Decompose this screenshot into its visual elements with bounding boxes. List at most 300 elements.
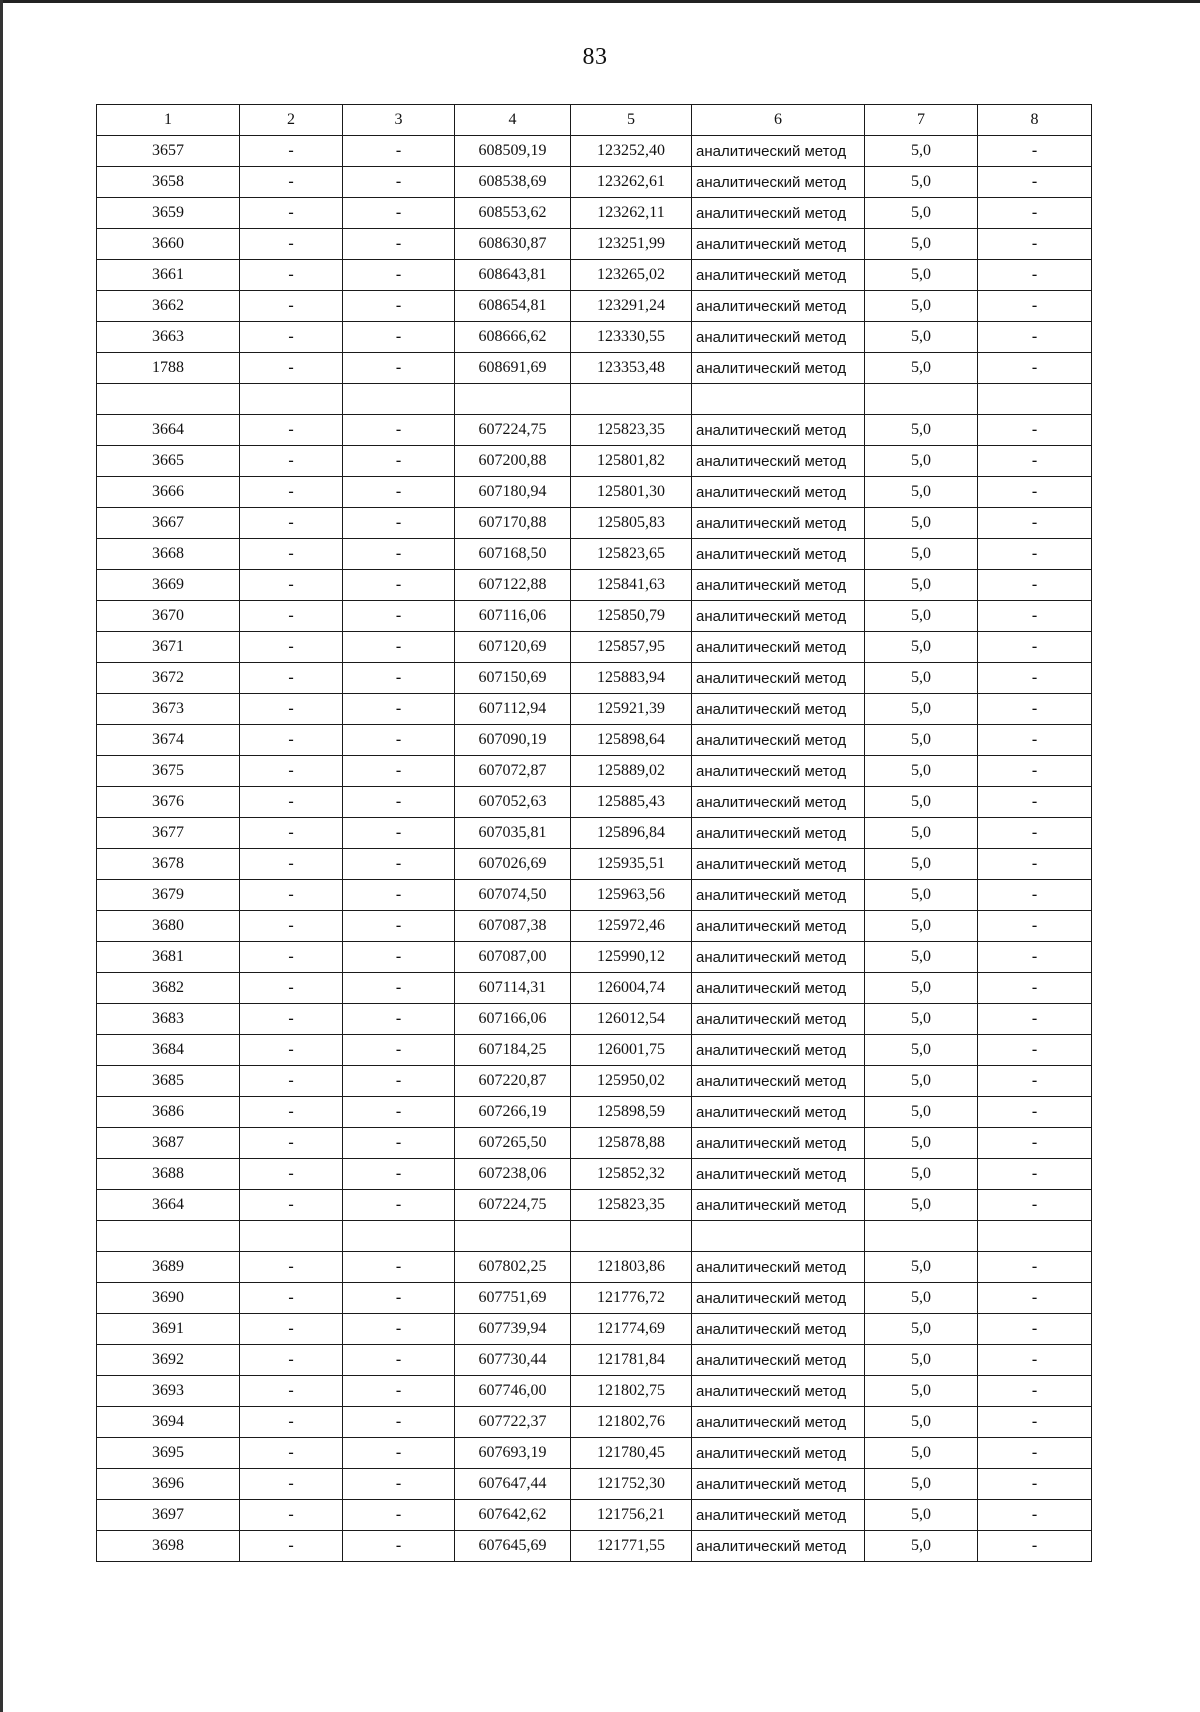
cell-coord-x: 607074,50	[455, 880, 571, 911]
table-row	[97, 446, 1092, 477]
cell-col-8: -	[978, 136, 1092, 167]
cell-point-number: 3689	[97, 1252, 240, 1283]
cell-point-number: 3686	[97, 1097, 240, 1128]
left-border-line	[0, 0, 3, 1712]
cell-coord-x: 607052,63	[455, 787, 571, 818]
cell-col-2: -	[240, 1190, 343, 1221]
page-number: 83	[582, 44, 608, 70]
cell-method: аналитический метод	[692, 818, 865, 849]
header-cell-7: 7	[865, 105, 978, 136]
cell-method	[692, 384, 865, 415]
cell-col-3: -	[343, 911, 455, 942]
cell-col-8: -	[978, 539, 1092, 570]
cell-point-number: 3688	[97, 1159, 240, 1190]
cell-method: аналитический метод	[692, 229, 865, 260]
table-row	[97, 1066, 1092, 1097]
cell-coord-y: 125850,79	[571, 601, 692, 632]
cell-col-3: -	[343, 1159, 455, 1190]
cell-col-3: -	[343, 1004, 455, 1035]
cell-coord-x: 608553,62	[455, 198, 571, 229]
cell-col-2: -	[240, 1531, 343, 1562]
cell-method: аналитический метод	[692, 1407, 865, 1438]
cell-coord-x: 608509,19	[455, 136, 571, 167]
table-row	[97, 322, 1092, 353]
cell-coord-y: 125935,51	[571, 849, 692, 880]
cell-method: аналитический метод	[692, 446, 865, 477]
cell-accuracy	[865, 384, 978, 415]
cell-method: аналитический метод	[692, 1035, 865, 1066]
cell-method: аналитический метод	[692, 539, 865, 570]
cell-coord-x: 607220,87	[455, 1066, 571, 1097]
cell-coord-y: 123262,11	[571, 198, 692, 229]
cell-col-8: -	[978, 601, 1092, 632]
cell-col-2: -	[240, 1035, 343, 1066]
cell-accuracy: 5,0	[865, 1469, 978, 1500]
cell-col-8: -	[978, 1066, 1092, 1097]
cell-col-3: -	[343, 1066, 455, 1097]
cell-accuracy: 5,0	[865, 694, 978, 725]
cell-method: аналитический метод	[692, 694, 865, 725]
cell-col-8	[978, 384, 1092, 415]
cell-coord-x: 607166,06	[455, 1004, 571, 1035]
cell-coord-x: 607072,87	[455, 756, 571, 787]
cell-col-2	[240, 384, 343, 415]
cell-col-8: -	[978, 942, 1092, 973]
cell-coord-x: 607802,25	[455, 1252, 571, 1283]
cell-accuracy: 5,0	[865, 849, 978, 880]
table-separator-row	[97, 1221, 1092, 1252]
cell-col-8: -	[978, 694, 1092, 725]
cell-coord-x: 607035,81	[455, 818, 571, 849]
cell-accuracy: 5,0	[865, 1314, 978, 1345]
cell-col-2: -	[240, 1283, 343, 1314]
cell-coord-x: 607200,88	[455, 446, 571, 477]
cell-col-8: -	[978, 167, 1092, 198]
cell-accuracy: 5,0	[865, 818, 978, 849]
cell-col-3: -	[343, 198, 455, 229]
cell-col-3: -	[343, 880, 455, 911]
cell-coord-x: 607026,69	[455, 849, 571, 880]
cell-point-number: 3671	[97, 632, 240, 663]
cell-accuracy: 5,0	[865, 1252, 978, 1283]
header-cell-6: 6	[692, 105, 865, 136]
cell-coord-y: 125898,59	[571, 1097, 692, 1128]
cell-col-8	[978, 1221, 1092, 1252]
table-row	[97, 849, 1092, 880]
cell-col-8: -	[978, 725, 1092, 756]
cell-coord-y: 123251,99	[571, 229, 692, 260]
cell-coord-x: 607170,88	[455, 508, 571, 539]
cell-col-8: -	[978, 1128, 1092, 1159]
cell-accuracy: 5,0	[865, 1376, 978, 1407]
cell-coord-y: 125823,35	[571, 1190, 692, 1221]
cell-method: аналитический метод	[692, 1531, 865, 1562]
cell-col-3: -	[343, 570, 455, 601]
cell-col-8: -	[978, 632, 1092, 663]
cell-col-2: -	[240, 756, 343, 787]
table-row	[97, 663, 1092, 694]
cell-col-2: -	[240, 508, 343, 539]
cell-coord-x: 608691,69	[455, 353, 571, 384]
cell-point-number: 3665	[97, 446, 240, 477]
cell-col-2: -	[240, 1066, 343, 1097]
cell-col-2: -	[240, 477, 343, 508]
cell-coord-y: 125801,30	[571, 477, 692, 508]
cell-method: аналитический метод	[692, 1128, 865, 1159]
cell-method: аналитический метод	[692, 1190, 865, 1221]
top-border-line	[0, 0, 1200, 3]
cell-col-8: -	[978, 973, 1092, 1004]
cell-accuracy: 5,0	[865, 570, 978, 601]
cell-col-3: -	[343, 508, 455, 539]
cell-col-3: -	[343, 663, 455, 694]
cell-method: аналитический метод	[692, 1066, 865, 1097]
cell-method: аналитический метод	[692, 973, 865, 1004]
cell-col-3: -	[343, 787, 455, 818]
table-row	[97, 756, 1092, 787]
cell-method: аналитический метод	[692, 508, 865, 539]
table-row	[97, 1407, 1092, 1438]
cell-method: аналитический метод	[692, 167, 865, 198]
cell-col-2: -	[240, 1252, 343, 1283]
cell-col-3: -	[343, 1097, 455, 1128]
cell-coord-x: 607730,44	[455, 1345, 571, 1376]
cell-point-number: 3683	[97, 1004, 240, 1035]
cell-col-2: -	[240, 167, 343, 198]
cell-col-2: -	[240, 942, 343, 973]
cell-col-3: -	[343, 725, 455, 756]
cell-col-8: -	[978, 756, 1092, 787]
cell-col-3: -	[343, 539, 455, 570]
cell-method: аналитический метод	[692, 1314, 865, 1345]
cell-col-8: -	[978, 1004, 1092, 1035]
cell-col-2: -	[240, 1407, 343, 1438]
cell-method: аналитический метод	[692, 415, 865, 446]
table-row	[97, 694, 1092, 725]
cell-point-number	[97, 1221, 240, 1252]
cell-col-8: -	[978, 477, 1092, 508]
cell-coord-y: 125963,56	[571, 880, 692, 911]
cell-accuracy: 5,0	[865, 632, 978, 663]
cell-coord-x: 607087,38	[455, 911, 571, 942]
cell-coord-x: 607693,19	[455, 1438, 571, 1469]
cell-col-3: -	[343, 1035, 455, 1066]
cell-coord-y: 123262,61	[571, 167, 692, 198]
cell-method: аналитический метод	[692, 1097, 865, 1128]
cell-coord-x: 607647,44	[455, 1469, 571, 1500]
cell-accuracy: 5,0	[865, 322, 978, 353]
cell-col-8: -	[978, 229, 1092, 260]
table-row	[97, 477, 1092, 508]
cell-point-number: 3664	[97, 1190, 240, 1221]
cell-accuracy: 5,0	[865, 1407, 978, 1438]
cell-point-number: 3685	[97, 1066, 240, 1097]
table-row	[97, 1376, 1092, 1407]
cell-accuracy: 5,0	[865, 1345, 978, 1376]
table-row	[97, 787, 1092, 818]
cell-point-number: 1788	[97, 353, 240, 384]
cell-col-8: -	[978, 1469, 1092, 1500]
cell-coord-x	[455, 1221, 571, 1252]
cell-col-3: -	[343, 632, 455, 663]
cell-coord-x: 608538,69	[455, 167, 571, 198]
cell-col-8: -	[978, 1283, 1092, 1314]
cell-col-2: -	[240, 787, 343, 818]
cell-method: аналитический метод	[692, 756, 865, 787]
cell-point-number: 3682	[97, 973, 240, 1004]
cell-coord-x: 607180,94	[455, 477, 571, 508]
table-row	[97, 818, 1092, 849]
cell-point-number: 3668	[97, 539, 240, 570]
cell-point-number: 3679	[97, 880, 240, 911]
cell-method: аналитический метод	[692, 1438, 865, 1469]
cell-col-2: -	[240, 1004, 343, 1035]
cell-method: аналитический метод	[692, 353, 865, 384]
cell-accuracy: 5,0	[865, 1097, 978, 1128]
cell-coord-y: 125852,32	[571, 1159, 692, 1190]
cell-coord-x: 607265,50	[455, 1128, 571, 1159]
cell-col-2: -	[240, 849, 343, 880]
cell-accuracy: 5,0	[865, 787, 978, 818]
cell-method: аналитический метод	[692, 1376, 865, 1407]
cell-accuracy: 5,0	[865, 291, 978, 322]
cell-accuracy: 5,0	[865, 136, 978, 167]
cell-col-8: -	[978, 1252, 1092, 1283]
cell-col-2: -	[240, 1097, 343, 1128]
cell-method: аналитический метод	[692, 291, 865, 322]
cell-col-8: -	[978, 911, 1092, 942]
cell-coord-x: 607168,50	[455, 539, 571, 570]
cell-col-2	[240, 1221, 343, 1252]
cell-col-2: -	[240, 632, 343, 663]
cell-col-8: -	[978, 291, 1092, 322]
cell-col-2: -	[240, 539, 343, 570]
cell-col-2: -	[240, 136, 343, 167]
cell-col-8: -	[978, 1035, 1092, 1066]
header-cell-1: 1	[97, 105, 240, 136]
cell-coord-x: 607120,69	[455, 632, 571, 663]
table-header-row	[97, 105, 1092, 136]
cell-col-2: -	[240, 1500, 343, 1531]
cell-method: аналитический метод	[692, 601, 865, 632]
cell-coord-y: 125805,83	[571, 508, 692, 539]
cell-method: аналитический метод	[692, 322, 865, 353]
cell-coord-x: 608643,81	[455, 260, 571, 291]
cell-accuracy: 5,0	[865, 1283, 978, 1314]
cell-coord-y: 125801,82	[571, 446, 692, 477]
table-row	[97, 570, 1092, 601]
cell-col-3: -	[343, 1314, 455, 1345]
table-row	[97, 136, 1092, 167]
cell-coord-y: 125883,94	[571, 663, 692, 694]
cell-col-3: -	[343, 1500, 455, 1531]
cell-col-3: -	[343, 1283, 455, 1314]
cell-col-2: -	[240, 1159, 343, 1190]
cell-coord-y: 121752,30	[571, 1469, 692, 1500]
cell-point-number: 3662	[97, 291, 240, 322]
cell-accuracy: 5,0	[865, 1438, 978, 1469]
cell-coord-x	[455, 384, 571, 415]
cell-coord-y: 121802,75	[571, 1376, 692, 1407]
cell-col-8: -	[978, 880, 1092, 911]
cell-point-number: 3658	[97, 167, 240, 198]
cell-point-number: 3672	[97, 663, 240, 694]
cell-accuracy: 5,0	[865, 880, 978, 911]
cell-coord-x: 608654,81	[455, 291, 571, 322]
cell-accuracy: 5,0	[865, 508, 978, 539]
cell-coord-x: 607722,37	[455, 1407, 571, 1438]
cell-coord-y: 125950,02	[571, 1066, 692, 1097]
cell-col-2: -	[240, 973, 343, 1004]
cell-point-number: 3677	[97, 818, 240, 849]
cell-coord-y	[571, 384, 692, 415]
table-row	[97, 1252, 1092, 1283]
cell-point-number: 3695	[97, 1438, 240, 1469]
table-row	[97, 229, 1092, 260]
cell-accuracy: 5,0	[865, 756, 978, 787]
cell-col-3: -	[343, 1252, 455, 1283]
cell-col-8: -	[978, 1159, 1092, 1190]
cell-method: аналитический метод	[692, 1004, 865, 1035]
cell-col-8: -	[978, 198, 1092, 229]
cell-method: аналитический метод	[692, 1345, 865, 1376]
cell-col-8: -	[978, 1500, 1092, 1531]
cell-col-3: -	[343, 136, 455, 167]
cell-col-3	[343, 384, 455, 415]
cell-col-3: -	[343, 1469, 455, 1500]
cell-col-3: -	[343, 1190, 455, 1221]
cell-method: аналитический метод	[692, 1252, 865, 1283]
cell-coord-x: 607114,31	[455, 973, 571, 1004]
cell-point-number: 3667	[97, 508, 240, 539]
cell-point-number: 3674	[97, 725, 240, 756]
cell-point-number: 3687	[97, 1128, 240, 1159]
cell-accuracy: 5,0	[865, 1128, 978, 1159]
cell-col-2: -	[240, 1376, 343, 1407]
cell-accuracy: 5,0	[865, 1004, 978, 1035]
cell-coord-x: 607150,69	[455, 663, 571, 694]
cell-col-3: -	[343, 167, 455, 198]
cell-point-number: 3659	[97, 198, 240, 229]
cell-accuracy: 5,0	[865, 663, 978, 694]
cell-coord-x: 608630,87	[455, 229, 571, 260]
cell-coord-y: 125990,12	[571, 942, 692, 973]
cell-col-2: -	[240, 229, 343, 260]
cell-coord-y: 121803,86	[571, 1252, 692, 1283]
cell-coord-x: 607112,94	[455, 694, 571, 725]
cell-col-8: -	[978, 1376, 1092, 1407]
table-row	[97, 1035, 1092, 1066]
cell-accuracy: 5,0	[865, 725, 978, 756]
table-row	[97, 1097, 1092, 1128]
table-row	[97, 260, 1092, 291]
header-cell-3: 3	[343, 105, 455, 136]
cell-point-number: 3663	[97, 322, 240, 353]
cell-col-2: -	[240, 1345, 343, 1376]
cell-col-8: -	[978, 818, 1092, 849]
header-cell-4: 4	[455, 105, 571, 136]
table-row	[97, 1438, 1092, 1469]
cell-method	[692, 1221, 865, 1252]
cell-point-number: 3681	[97, 942, 240, 973]
cell-point-number: 3670	[97, 601, 240, 632]
cell-col-8: -	[978, 570, 1092, 601]
cell-col-3: -	[343, 1376, 455, 1407]
cell-point-number	[97, 384, 240, 415]
cell-coord-y: 121781,84	[571, 1345, 692, 1376]
cell-point-number: 3694	[97, 1407, 240, 1438]
cell-coord-x: 607087,00	[455, 942, 571, 973]
table-row	[97, 1500, 1092, 1531]
table-row	[97, 539, 1092, 570]
cell-coord-y: 125878,88	[571, 1128, 692, 1159]
cell-col-3: -	[343, 1407, 455, 1438]
table-row	[97, 1314, 1092, 1345]
table-row	[97, 1128, 1092, 1159]
cell-point-number: 3680	[97, 911, 240, 942]
cell-col-8: -	[978, 787, 1092, 818]
cell-point-number: 3676	[97, 787, 240, 818]
cell-method: аналитический метод	[692, 570, 865, 601]
cell-point-number: 3675	[97, 756, 240, 787]
cell-coord-y: 125857,95	[571, 632, 692, 663]
header-cell-5: 5	[571, 105, 692, 136]
cell-col-3: -	[343, 477, 455, 508]
cell-col-3: -	[343, 694, 455, 725]
table-row	[97, 198, 1092, 229]
cell-coord-x: 607116,06	[455, 601, 571, 632]
cell-coord-y: 123252,40	[571, 136, 692, 167]
cell-col-3: -	[343, 818, 455, 849]
cell-coord-x: 607739,94	[455, 1314, 571, 1345]
cell-accuracy: 5,0	[865, 1035, 978, 1066]
table-row	[97, 1159, 1092, 1190]
header-cell-8: 8	[978, 105, 1092, 136]
cell-col-3: -	[343, 973, 455, 1004]
cell-col-3: -	[343, 353, 455, 384]
cell-coord-y: 125841,63	[571, 570, 692, 601]
cell-col-2: -	[240, 694, 343, 725]
cell-col-8: -	[978, 1097, 1092, 1128]
cell-accuracy: 5,0	[865, 229, 978, 260]
cell-method: аналитический метод	[692, 880, 865, 911]
cell-method: аналитический метод	[692, 198, 865, 229]
cell-col-8: -	[978, 446, 1092, 477]
cell-col-3: -	[343, 291, 455, 322]
cell-col-2: -	[240, 446, 343, 477]
cell-accuracy: 5,0	[865, 601, 978, 632]
cell-coord-x: 607224,75	[455, 1190, 571, 1221]
cell-coord-x: 608666,62	[455, 322, 571, 353]
cell-accuracy: 5,0	[865, 198, 978, 229]
table-row	[97, 911, 1092, 942]
cell-method: аналитический метод	[692, 942, 865, 973]
cell-coord-y	[571, 1221, 692, 1252]
cell-col-3: -	[343, 1531, 455, 1562]
table-separator-row	[97, 384, 1092, 415]
cell-accuracy: 5,0	[865, 415, 978, 446]
cell-accuracy: 5,0	[865, 1190, 978, 1221]
cell-accuracy: 5,0	[865, 446, 978, 477]
cell-col-8: -	[978, 260, 1092, 291]
cell-coord-y: 126012,54	[571, 1004, 692, 1035]
cell-coord-x: 607266,19	[455, 1097, 571, 1128]
cell-coord-x: 607238,06	[455, 1159, 571, 1190]
cell-col-8: -	[978, 1438, 1092, 1469]
cell-coord-y: 121776,72	[571, 1283, 692, 1314]
cell-col-2: -	[240, 601, 343, 632]
cell-coord-y: 123353,48	[571, 353, 692, 384]
